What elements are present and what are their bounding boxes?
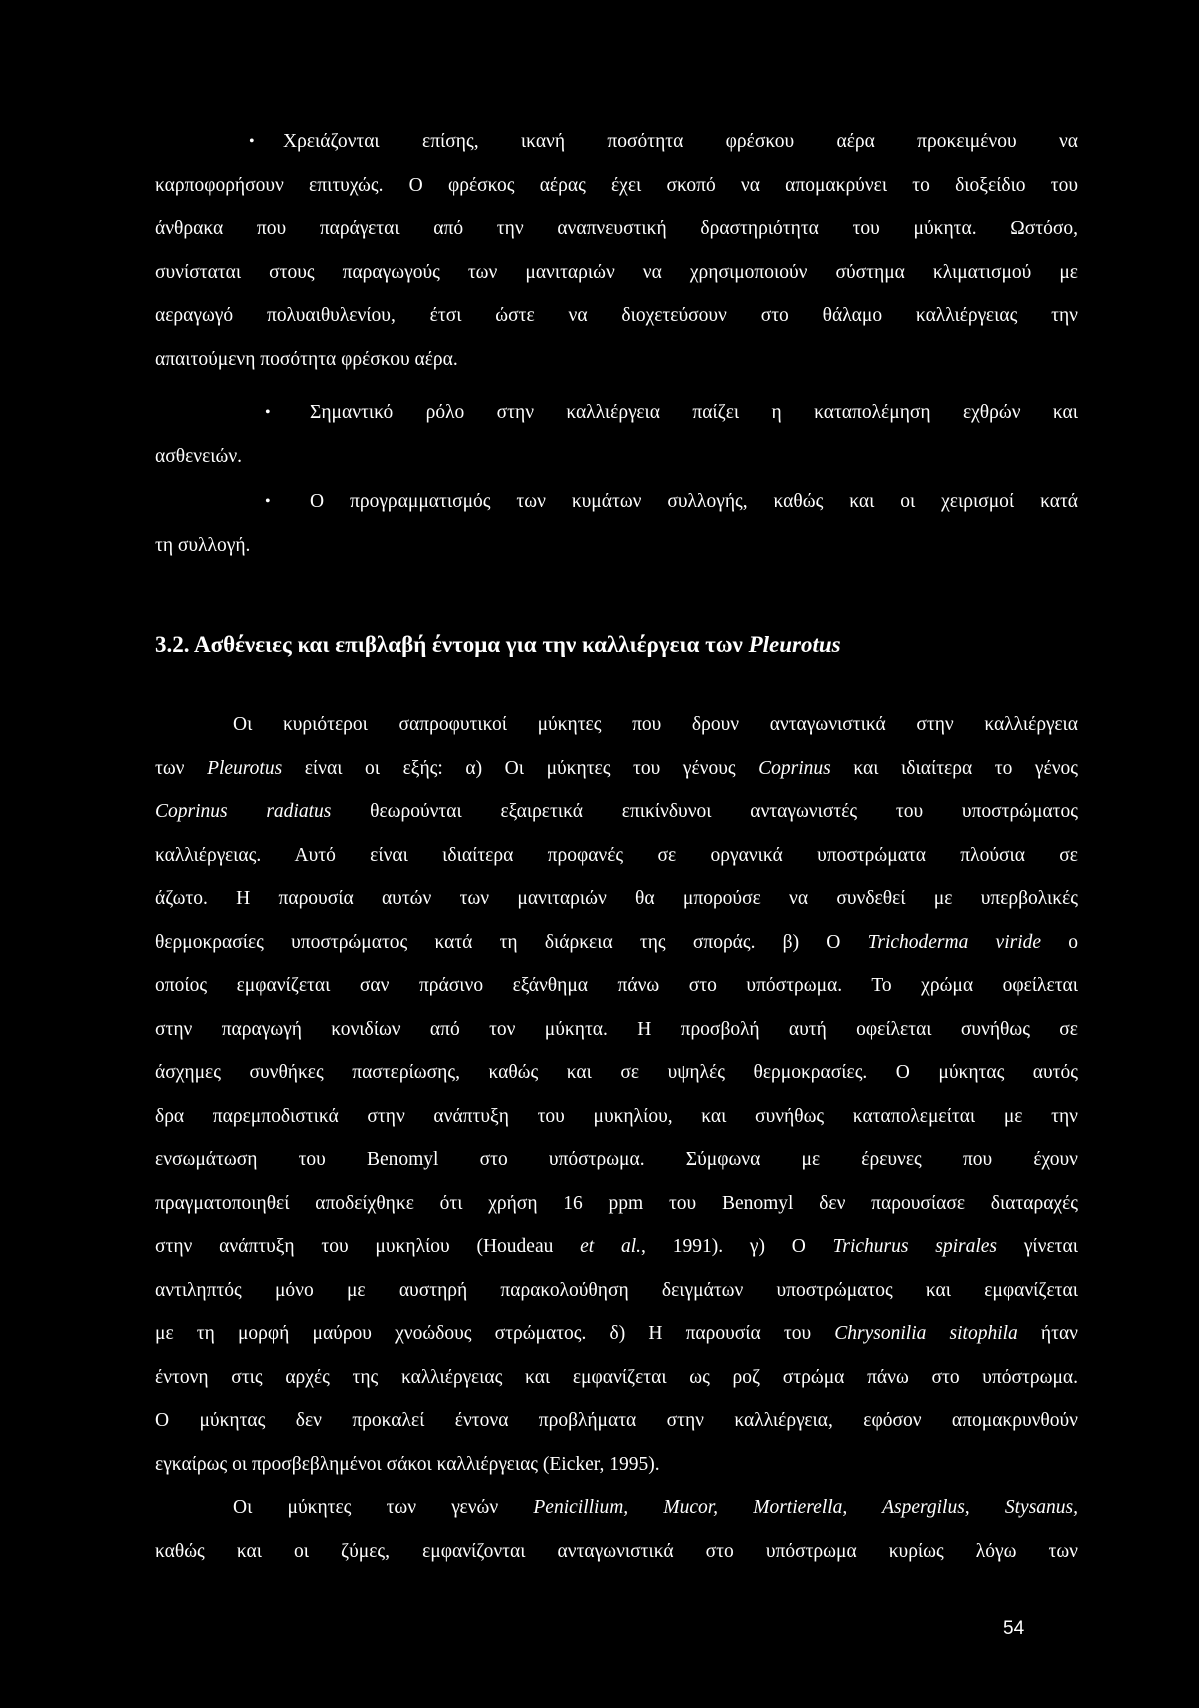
text-line: άζωτο. Η παρουσία αυτών των μανιταριών θα μπορούσε να συνδεθεί με υπερβολικές <box>155 888 1078 909</box>
text-line: Coprinus radiatus θεωρούνται εξαιρετικά επικίνδυνοι ανταγωνιστές του υποστρώματος <box>155 801 1078 822</box>
text-line: Χρειάζονται επίσης, ικανή ποσότητα φρέσκου αέρα προκειμένου να <box>283 131 1078 152</box>
text-line: άνθρακα που παράγεται από την αναπνευστική δραστηριότητα του μύκητα. Ωστόσο, <box>155 218 1078 239</box>
page-number: 54 <box>1003 1618 1025 1639</box>
text-line: στην ανάπτυξη του μυκηλίου (Houdeau et al., 1991). γ) Ο Trichurus spirales γίνεται <box>155 1236 1078 1257</box>
heading-genus: Pleurotus <box>748 632 841 657</box>
text-line: καρποφορήσουν επιτυχώς. Ο φρέσκος αέρας έχει σκοπό να απομακρύνει το διοξείδιο του <box>155 174 1078 196</box>
text-line: Οι μύκητες των γενών Penicillium, Mucor, Mortierella, Aspergilus, Stysanus, <box>233 1497 1078 1518</box>
text-line: έντονη στις αρχές της καλλιέργειας και εμφανίζεται ως ροζ στρώμα πάνω στο υπόστρωμα. <box>155 1366 1078 1388</box>
text-line: καλλιέργειας. Αυτό είναι ιδιαίτερα προφανές σε οργανικά υποστρώματα πλούσια σε <box>155 844 1078 866</box>
bullet-item-harvest-planning <box>155 480 1078 567</box>
paragraph-competitor-fungi <box>155 703 1078 1486</box>
text-line: συνίσταται στους παραγωγούς των μανιταριών να χρησιμοποιούν σύστημα κλιματισμού με <box>155 261 1078 283</box>
text-line: τη συλλογή. <box>155 534 251 556</box>
section-heading <box>155 632 841 658</box>
bullet-icon: • <box>265 493 271 510</box>
text-line: Ο προγραμματισμός των κυμάτων συλλογής, καθώς και οι χειρισμοί κατά <box>310 491 1078 512</box>
text-line: δρα παρεμποδιστικά στην ανάπτυξη του μυκηλίου, και συνήθως καταπολεμείται με την <box>155 1105 1078 1127</box>
text-line: ενσωμάτωση του Benomyl στο υπόστρωμα. Σύμφωνα με έρευνες που έχουν <box>155 1149 1078 1170</box>
text-line: με τη μορφή μαύρου χνοώδους στρώματος. δ) Η παρουσία του Chrysonilia sitophila ήταν <box>155 1323 1078 1344</box>
text-line: πραγματοποιηθεί αποδείχθηκε ότι χρήση 16 ppm του Benomyl δεν παρουσίασε διαταραχές <box>155 1192 1078 1214</box>
text-line: καθώς και οι ζύμες, εμφανίζονται ανταγωνιστικά στο υπόστρωμα κυρίως λόγω των <box>155 1540 1078 1562</box>
text-line: Οι κυριότεροι σαπροφυτικοί μύκητες που δρουν ανταγωνιστικά στην καλλιέργεια <box>233 714 1078 735</box>
text-line: απαιτούμενη ποσότητα φρέσκου αέρα. <box>155 348 458 370</box>
text-line: οποίος εμφανίζεται σαν πράσινο εξάνθημα πάνω στο υπόστρωμα. Το χρώμα οφείλεται <box>155 975 1078 996</box>
text-line: Σημαντικό ρόλο στην καλλιέργεια παίζει η καταπολέμηση εχθρών και <box>310 402 1078 423</box>
bullet-item-pest-control <box>155 391 1078 478</box>
text-line: αντιληπτός μόνο με αυστηρή παρακολούθηση δειγμάτων υποστρώματος και εμφανίζεται <box>155 1279 1078 1301</box>
text-line: άσχημες συνθήκες παστερίωσης, καθώς και σε υψηλές θερμοκρασίες. Ο μύκητας αυτός <box>155 1062 1078 1083</box>
text-line: εγκαίρως οι προσβεβλημένοι σάκοι καλλιέργειας (Eicker, 1995). <box>155 1453 660 1475</box>
text-line: των Pleurotus είναι οι εξής: α) Οι μύκητες του γένους Coprinus και ιδιαίτερα το γένος <box>155 757 1078 779</box>
bullet-item-fresh-air <box>155 120 1078 381</box>
bullet-icon: • <box>249 133 255 150</box>
heading-text: 3.2. Ασθένειες και επιβλαβή έντομα για την καλλιέργεια των <box>155 632 749 657</box>
text-line: ασθενειών. <box>155 445 243 467</box>
bullet-icon: • <box>265 404 271 421</box>
text-line: Ο μύκητας δεν προκαλεί έντονα προβλήματα στην καλλιέργεια, εφόσον απομακρυνθούν <box>155 1410 1078 1431</box>
text-line: αεραγωγό πολυαιθυλενίου, έτσι ώστε να διοχετεύσουν στο θάλαμο καλλιέργειας την <box>155 305 1078 326</box>
paragraph-other-fungi <box>155 1486 1078 1573</box>
text-line: θερμοκρασίες υποστρώματος κατά τη διάρκεια της σποράς. β) Ο Trichoderma viride ο <box>155 931 1078 953</box>
text-line: στην παραγωγή κονιδίων από τον μύκητα. Η προσβολή αυτή οφείλεται συνήθως σε <box>155 1018 1078 1040</box>
